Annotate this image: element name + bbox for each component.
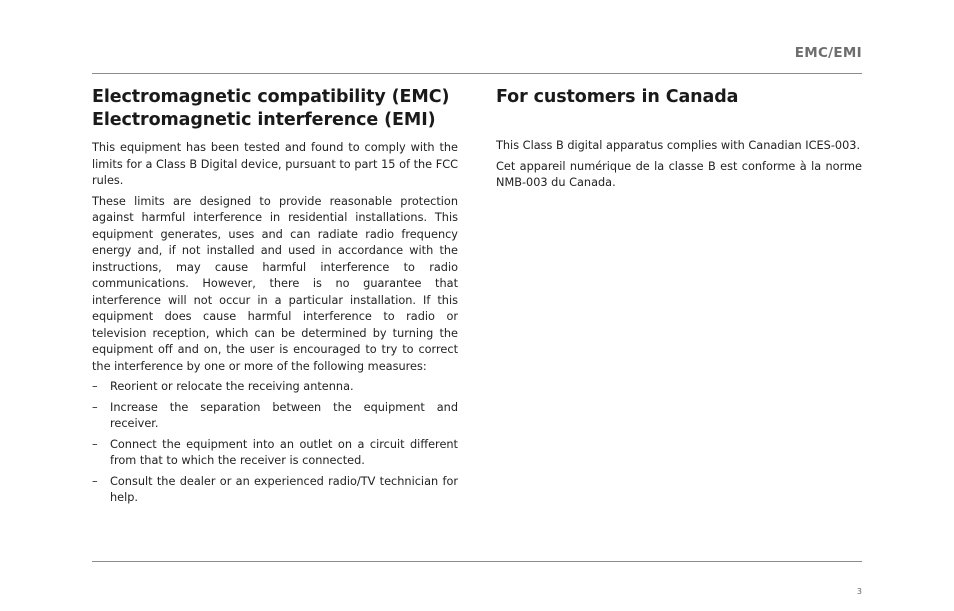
page-number: 3 — [856, 587, 862, 596]
fcc-compliance-paragraph: This equipment has been tested and found to comply with the limits for a Class B Digital device, pursuant to part 15 of the FCC rules. — [92, 141, 458, 187]
list-item — [92, 437, 458, 470]
ices-compliance-paragraph: This Class B digital apparatus complies with Canadian ICES-003. — [496, 139, 861, 152]
measure-text: Consult the dealer or an experienced radio/TV technician for help. — [110, 474, 458, 504]
section-label: EMC/EMI — [794, 45, 862, 61]
dash-bullet: – — [92, 474, 98, 488]
measure-text: Connect the equipment into an outlet on a circuit different from that to which the receiver is connected. — [110, 437, 458, 467]
dash-bullet: – — [92, 400, 98, 414]
dash-bullet: – — [92, 380, 98, 393]
left-column — [92, 86, 458, 511]
measures-list — [92, 379, 458, 507]
bottom-divider — [92, 561, 862, 562]
measure-text: Reorient or relocate the receiving antenna. — [110, 380, 354, 393]
canada-heading: For customers in Canada — [496, 87, 739, 107]
list-item — [92, 400, 458, 433]
heading-line-emi: Electromagnetic interference (EMI) — [92, 110, 436, 130]
dash-bullet: – — [92, 437, 98, 451]
list-item — [92, 379, 458, 396]
nmb-compliance-paragraph: Cet appareil numérique de la classe B est conforme à la norme NMB-003 du Canada. — [496, 159, 862, 189]
emc-emi-heading — [92, 86, 458, 132]
right-column — [496, 86, 862, 196]
interference-paragraph: These limits are designed to provide reasonable protection against harmful interference in residential installations. This equipment generates, uses and can radiate radio frequency energy and, if not installed and used in accordance with the instructions, may cause harmful interference to radio communications. However, there is no guarantee that interference will not occur in a particular installation. If this equipment does cause harmful interference to radio or television reception, which can be determined by turning the equipment off and on, the user is encouraged to try to correct the interference by one or more of the following measures: — [92, 194, 458, 373]
heading-line-emc: Electromagnetic compatibility (EMC) — [92, 87, 450, 107]
measure-text: Increase the separation between the equipment and receiver. — [110, 400, 458, 430]
list-item — [92, 474, 458, 507]
top-divider — [92, 73, 862, 74]
